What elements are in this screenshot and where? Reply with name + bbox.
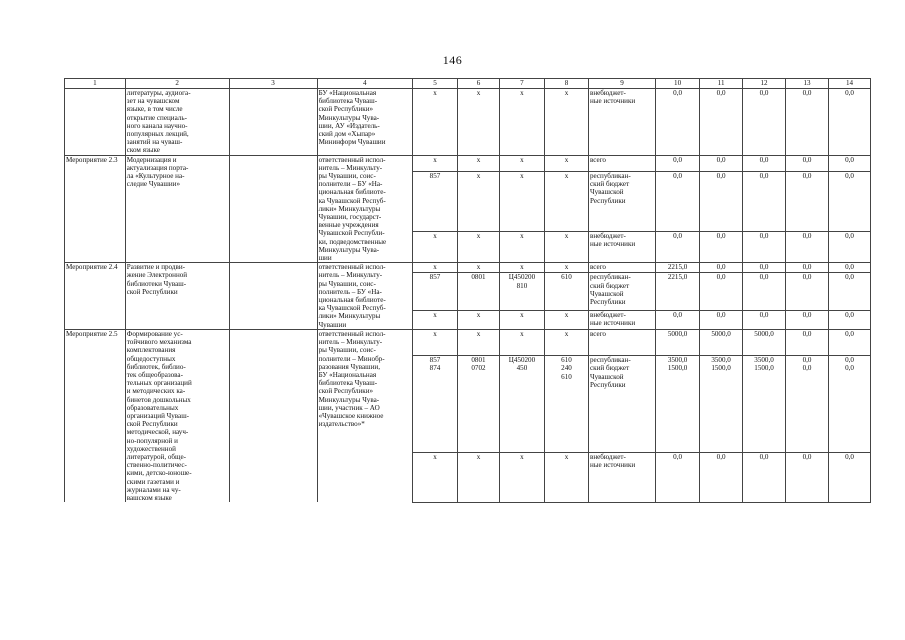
cell-line: Ц450200	[508, 356, 536, 365]
column-number-row	[65, 79, 871, 89]
amount-14	[829, 356, 871, 453]
event-name: Мероприятие 2.5	[65, 329, 126, 502]
amount-12: 0,0	[743, 155, 786, 171]
cell-line: ский дом «Хыпар»	[318, 130, 376, 139]
cell-line: лики» Минкультуры	[318, 204, 381, 213]
amount-12	[743, 356, 786, 453]
target-code	[499, 273, 544, 310]
cell-line: полнители – БУ «На-	[318, 180, 383, 189]
cell-line: ры Чувашии, соис-	[318, 172, 376, 181]
cell-line: ответственный испол-	[318, 329, 386, 338]
cell-line: 1500,0	[667, 364, 688, 373]
amount-12: 0,0	[743, 310, 786, 329]
cell-line: полнитель – БУ «На-	[318, 287, 382, 296]
column-number-7: 7	[499, 79, 544, 89]
cell-line: популярных лекций,	[126, 130, 189, 139]
column-number-8: 8	[544, 79, 588, 89]
cell-line: всего	[590, 329, 606, 338]
cell-line: 0,0	[802, 364, 812, 373]
amount-12: 0,0	[743, 273, 786, 310]
gr-code: x	[412, 263, 457, 273]
cell-line: Республики	[590, 196, 626, 205]
cell-line: библиотека Чуваш-	[318, 97, 378, 106]
expense-type: x	[544, 310, 588, 329]
cell-line: библиотеки Чуваш-	[126, 279, 187, 288]
cell-line: скими газетами и	[126, 477, 180, 486]
cell-line: жение Электронной	[126, 271, 188, 280]
amount-11	[700, 356, 743, 453]
target-code: x	[499, 172, 544, 232]
funding-source	[589, 310, 656, 329]
cell-line: 1500,0	[711, 364, 731, 373]
section-code: x	[458, 263, 500, 273]
amount-13: 0,0	[786, 89, 829, 156]
cell-line: журналами на чу-	[126, 485, 181, 494]
cell-line: ответственный испол-	[318, 155, 386, 164]
cell-line: 0,0	[845, 364, 854, 373]
cell-line: занятий на чуваш-	[126, 138, 183, 147]
amount-10: 2215,0	[656, 273, 700, 310]
section-code: x	[458, 172, 500, 232]
expense-type: x	[544, 155, 588, 171]
gr-code: x	[412, 452, 457, 502]
amount-14: 0,0	[829, 232, 871, 263]
expense-type: x	[544, 232, 588, 263]
cell-line: вашском языке	[126, 493, 172, 502]
cell-line: нитель – Минкульту-	[318, 338, 383, 347]
cell-line: литературы, аудиога-	[126, 89, 191, 97]
funding-source	[589, 172, 656, 232]
cell-line: шии, участник – АО	[318, 403, 380, 412]
cell-line: БУ «Национальная	[318, 370, 377, 379]
amount-10: 0,0	[656, 89, 700, 156]
column-number-9: 9	[589, 79, 656, 89]
cell-line: Формирование ус-	[126, 329, 183, 338]
cell-line: Чувашии, государст-	[318, 213, 382, 222]
column-number-10: 10	[656, 79, 700, 89]
amount-14: 0,0	[829, 263, 871, 273]
cell-line: ла «Культурное на-	[126, 172, 185, 181]
executors	[317, 89, 412, 156]
amount-10: 0,0	[656, 232, 700, 263]
cell-line: внебюджет-	[590, 232, 626, 241]
cell-line: и методических ка-	[126, 387, 186, 396]
amount-12: 0,0	[743, 89, 786, 156]
cell-line: внебюджет-	[590, 89, 626, 97]
page-number: 146	[442, 53, 463, 67]
target-code: x	[499, 155, 544, 171]
amount-13: 0,0	[786, 273, 829, 310]
cell-line: ском языке	[126, 146, 160, 155]
cell-line: Модернизация и	[126, 155, 177, 164]
amount-13: 0,0	[786, 329, 829, 355]
amount-11: 0,0	[700, 263, 743, 273]
cell-line: 610	[561, 372, 572, 381]
event-name: Мероприятие 2.3	[65, 155, 126, 263]
cell-line: комплектования	[126, 346, 176, 355]
cell-line: всего	[590, 155, 606, 164]
cell-line: бинетов дошкольных	[126, 395, 191, 404]
cell-line: 610	[561, 356, 572, 365]
event-description	[125, 89, 229, 156]
gr-code: 857	[412, 172, 457, 232]
cell-line: Минкультуры Чува-	[318, 395, 380, 404]
funding-source	[589, 89, 656, 156]
cell-line: нитель – Минкульту-	[318, 163, 383, 172]
amount-12: 5000,0	[743, 329, 786, 355]
budget-table	[64, 78, 871, 503]
column-number-6: 6	[458, 79, 500, 89]
cell-line: лики» Минкультуры	[318, 312, 381, 321]
cell-line: ка Чувашской Респуб-	[318, 196, 386, 205]
table-body	[65, 89, 871, 503]
cell-line: тек общеобразова-	[126, 370, 183, 379]
target-code: x	[499, 452, 544, 502]
funding-source	[589, 452, 656, 502]
cell-line: Республики	[590, 298, 626, 307]
cell-line: внебюджет-	[590, 452, 626, 461]
cell-line: художественной	[126, 444, 176, 453]
amount-13: 0,0	[786, 452, 829, 502]
amount-14: 0,0	[829, 329, 871, 355]
cell-line: Чувашии	[318, 320, 347, 329]
amount-12: 0,0	[743, 232, 786, 263]
section-code: x	[458, 89, 500, 156]
cell-line: ский бюджет	[590, 364, 630, 373]
gr-code: x	[412, 155, 457, 171]
cell-line: Минкультуры Чува-	[318, 245, 380, 254]
cell-line: республикан-	[590, 356, 631, 365]
amount-11: 0,0	[700, 310, 743, 329]
cell-line: 240	[561, 364, 572, 373]
cell-line: библиотек, библио-	[126, 362, 186, 371]
cell-line: разования Чувашии,	[318, 362, 380, 371]
cell-line: методической, науч-	[126, 428, 189, 437]
amount-10: 0,0	[656, 172, 700, 232]
target-code: x	[499, 232, 544, 263]
amount-10: 5000,0	[656, 329, 700, 355]
cell-line: ного канала научно-	[126, 121, 188, 130]
gr-code: 857	[412, 273, 457, 310]
event-description	[125, 263, 229, 330]
cell-line: ственно-политичес-	[126, 461, 187, 470]
expense-type: x	[544, 452, 588, 502]
section-code: x	[458, 452, 500, 502]
gr-code: x	[412, 232, 457, 263]
target-code: x	[499, 310, 544, 329]
cell-line: всего	[590, 263, 606, 272]
cell-line: шии, АУ «Издатель-	[318, 121, 380, 130]
column-number-11: 11	[700, 79, 743, 89]
executors	[317, 155, 412, 263]
amount-11: 5000,0	[700, 329, 743, 355]
cell-line: 874	[429, 364, 441, 373]
cell-line: языке, в том числе	[126, 105, 183, 114]
cell-line: Чувашской	[590, 372, 624, 381]
cell-line: библиотека Чуваш-	[318, 379, 378, 388]
cell-line: ные источники	[590, 97, 636, 106]
column-number-5: 5	[412, 79, 457, 89]
funding-source	[589, 356, 656, 453]
executors	[317, 263, 412, 330]
cell-line: БУ «Национальная	[318, 89, 377, 97]
cell-line: ка Чувашской Респуб-	[318, 304, 386, 313]
amount-14: 0,0	[829, 273, 871, 310]
amount-13: 0,0	[786, 155, 829, 171]
event-name: Мероприятие 2.4	[65, 263, 126, 330]
expense-type: 610	[544, 273, 588, 310]
section-code	[458, 356, 500, 453]
cell-line: циональная библиоте-	[318, 296, 386, 305]
cell-line: венные учреждения	[318, 221, 379, 230]
column-number-13: 13	[786, 79, 829, 89]
cell-line: ской Республики»	[318, 387, 374, 396]
cell-line: ский бюджет	[590, 281, 630, 290]
amount-10: 0,0	[656, 310, 700, 329]
cell-line: 450	[516, 364, 528, 373]
cell-line: общедоступных	[126, 354, 176, 363]
cell-line: Чувашской	[590, 188, 624, 197]
cell-line: 857	[429, 356, 441, 365]
amount-11: 0,0	[700, 89, 743, 156]
section-code: x	[458, 329, 500, 355]
expense-type: x	[544, 329, 588, 355]
cell-line: Мининформ Чувашии	[318, 138, 386, 147]
amount-10: 0,0	[656, 155, 700, 171]
cell-line: Развитие и продви-	[126, 263, 186, 272]
cell-line: но-популярной и	[126, 436, 178, 445]
amount-13: 0,0	[786, 232, 829, 263]
amount-14: 0,0	[829, 310, 871, 329]
funding-source	[589, 273, 656, 310]
cell-line: нитель – Минкульту-	[318, 271, 383, 280]
cell-line: тойчивого механизма	[126, 338, 192, 347]
cell-line: зет на чувашском	[126, 97, 180, 106]
cell-line: 1500,0	[754, 364, 774, 373]
expense-type: x	[544, 172, 588, 232]
cell-line: ской Республики»	[318, 105, 374, 114]
cell-line: Ц450200	[508, 273, 536, 282]
cell-line: ки, подведомственные	[318, 237, 387, 246]
cell-line: республикан-	[590, 273, 631, 282]
cell-line: ные источники	[590, 318, 636, 327]
cell-line: Минкультуры Чува-	[318, 113, 380, 122]
gr-code: x	[412, 329, 457, 355]
section-code: 0801	[458, 273, 500, 310]
gr-code: x	[412, 310, 457, 329]
cell-line: 3500,0	[754, 356, 774, 365]
cell-line: ные источники	[590, 461, 636, 470]
amount-12: 0,0	[743, 172, 786, 232]
column-3-cell	[229, 329, 317, 502]
cell-line: 0801	[471, 356, 486, 365]
amount-11: 0,0	[700, 232, 743, 263]
amount-14: 0,0	[829, 452, 871, 502]
cell-line: ные источники	[590, 240, 636, 249]
cell-line: ответственный испол-	[318, 263, 386, 272]
cell-line: тельных организаций	[126, 379, 192, 388]
expense-type: x	[544, 89, 588, 156]
section-code: x	[458, 310, 500, 329]
amount-13	[786, 356, 829, 453]
gr-code: x	[412, 89, 457, 156]
amount-13: 0,0	[786, 172, 829, 232]
cell-line: 0,0	[845, 356, 854, 365]
cell-line: 0702	[471, 364, 486, 373]
table-row	[65, 89, 871, 156]
cell-line: кими, детско-юноше-	[126, 469, 192, 478]
cell-line: Чувашской Республи-	[318, 229, 385, 238]
cell-line: ский бюджет	[590, 180, 630, 189]
column-number-14: 14	[829, 79, 871, 89]
cell-line: актуализация порта-	[126, 163, 189, 172]
amount-14: 0,0	[829, 89, 871, 156]
cell-line: открытие специаль-	[126, 113, 187, 122]
cell-line: образовательных	[126, 403, 179, 412]
funding-source	[589, 232, 656, 263]
event-description	[125, 329, 229, 502]
amount-11: 0,0	[700, 155, 743, 171]
column-number-2: 2	[125, 79, 229, 89]
cell-line: ской Республики	[126, 420, 178, 429]
target-code: x	[499, 89, 544, 156]
column-3-cell	[229, 89, 317, 156]
table-row	[65, 329, 871, 355]
column-3-cell	[229, 263, 317, 330]
cell-line: циональная библиоте-	[318, 188, 386, 197]
section-code: x	[458, 155, 500, 171]
executors	[317, 329, 412, 502]
amount-12: 0,0	[743, 452, 786, 502]
amount-11: 0,0	[700, 452, 743, 502]
event-description	[125, 155, 229, 263]
column-3-cell	[229, 155, 317, 263]
target-code: x	[499, 263, 544, 273]
amount-10: 2215,0	[656, 263, 700, 273]
cell-line: Республики	[590, 380, 626, 389]
column-number-12: 12	[743, 79, 786, 89]
amount-10	[656, 356, 700, 453]
cell-line: ской Республики	[126, 287, 178, 296]
amount-13: 0,0	[786, 263, 829, 273]
cell-line: полнители – Минобр-	[318, 354, 385, 363]
column-number-4: 4	[317, 79, 412, 89]
cell-line: республикан-	[590, 172, 631, 181]
amount-12: 0,0	[743, 263, 786, 273]
target-code: x	[499, 329, 544, 355]
funding-source	[589, 263, 656, 273]
section-code: x	[458, 232, 500, 263]
funding-source	[589, 329, 656, 355]
cell-line: шии	[318, 254, 332, 263]
funding-source	[589, 155, 656, 171]
table-row	[65, 263, 871, 273]
cell-line: 0,0	[802, 356, 812, 365]
event-name	[65, 89, 126, 156]
column-number-3: 3	[229, 79, 317, 89]
column-number-1: 1	[65, 79, 126, 89]
cell-line: ры Чувашии, соис-	[318, 346, 376, 355]
cell-line: Чувашской	[590, 289, 624, 298]
amount-11: 0,0	[700, 172, 743, 232]
cell-line: 3500,0	[711, 356, 731, 365]
amount-13: 0,0	[786, 310, 829, 329]
cell-line: литературой, обще-	[126, 452, 186, 461]
amount-10: 0,0	[656, 452, 700, 502]
amount-11: 0,0	[700, 273, 743, 310]
target-code	[499, 356, 544, 453]
cell-line: внебюджет-	[590, 310, 626, 319]
amount-14: 0,0	[829, 155, 871, 171]
expense-type: x	[544, 263, 588, 273]
cell-line: организаций Чуваш-	[126, 411, 190, 420]
cell-line: издательство»*	[318, 420, 365, 429]
cell-line: «Чувашское книжное	[318, 411, 384, 420]
cell-line: 810	[516, 281, 528, 290]
cell-line: следие Чувашии»	[126, 180, 181, 189]
expense-type	[544, 356, 588, 453]
cell-line: ры Чувашии, соис-	[318, 279, 376, 288]
gr-code	[412, 356, 457, 453]
table-row	[65, 155, 871, 171]
amount-14: 0,0	[829, 172, 871, 232]
cell-line: 3500,0	[667, 356, 688, 365]
